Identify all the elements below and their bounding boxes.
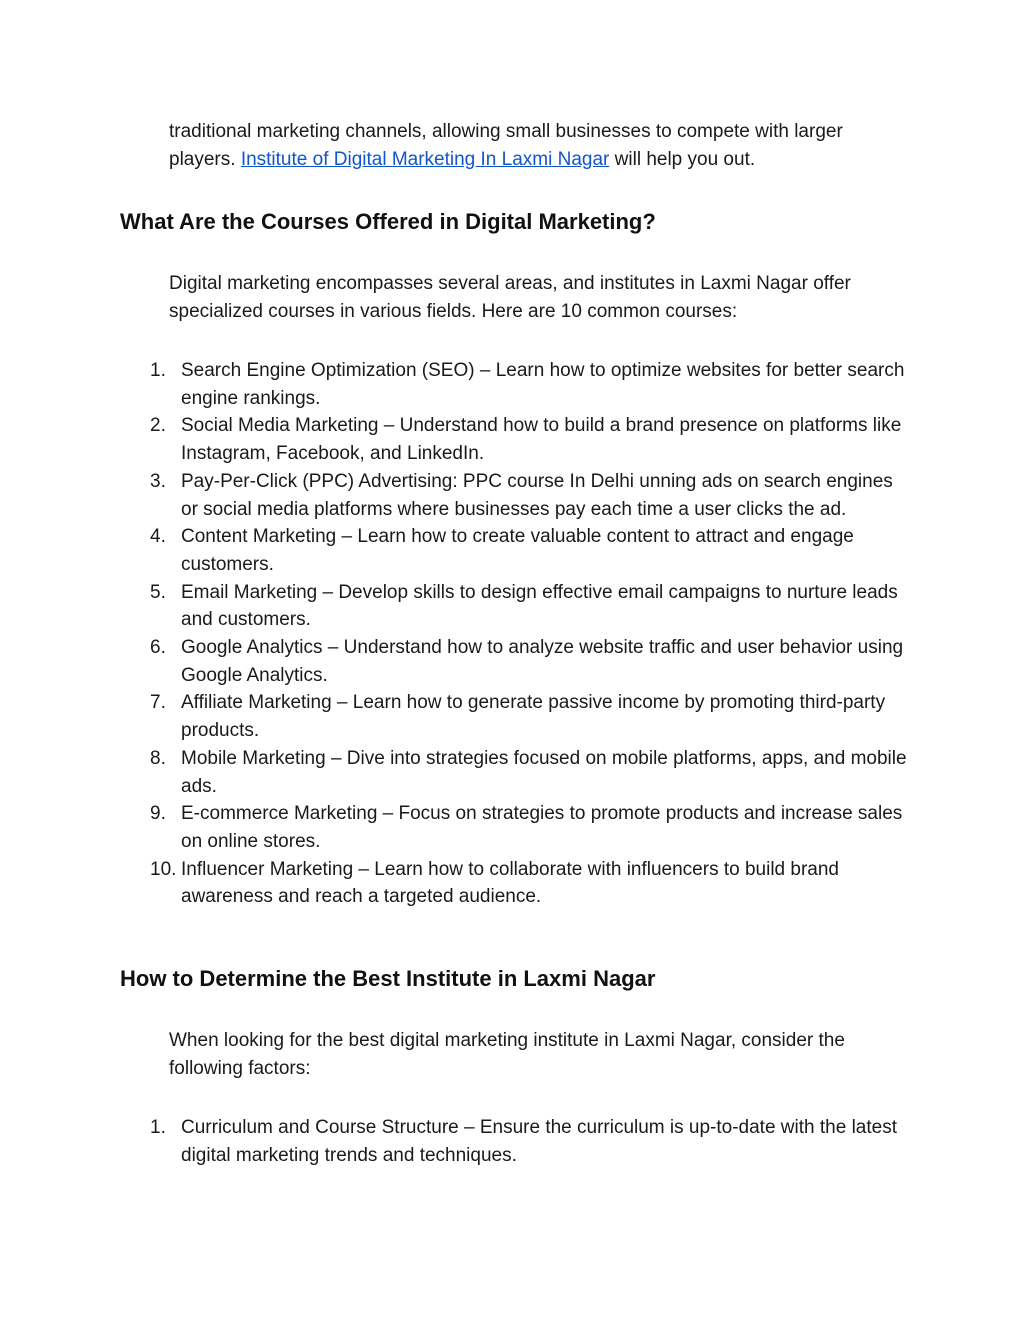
list-item: [150, 357, 910, 412]
list-item-text: Affiliate Marketing – Learn how to generate passive income by promoting third-party products.: [181, 692, 886, 742]
factors-intro-paragraph: When looking for the best digital marketing institute in Laxmi Nagar, consider the following factors:: [169, 1030, 845, 1079]
list-number: 9.: [150, 803, 166, 825]
list-item: [150, 412, 910, 467]
list-item: [150, 579, 910, 634]
factors-list: [150, 1114, 910, 1169]
section-heading-best-institute: How to Determine the Best Institute in Laxmi Nagar: [120, 966, 656, 991]
list-number: 10.: [150, 858, 177, 880]
list-number: 4.: [150, 526, 166, 548]
list-item-text: Content Marketing – Learn how to create valuable content to attract and engage customers.: [181, 526, 854, 575]
courses-list: [150, 357, 910, 911]
intro-text-start: traditional marketing channels, allowing small businesses to compete with larger players.: [169, 121, 843, 170]
list-number: 1.: [150, 1117, 166, 1138]
list-item-text: E-commerce Marketing – Focus on strategies to promote products and increase sales on online stores.: [181, 803, 903, 852]
list-item: [150, 745, 910, 800]
list-item-text: Search Engine Optimization (SEO) – Learn how to optimize websites for better search engine rankings.: [181, 360, 905, 409]
list-item: [150, 1114, 910, 1169]
list-item: [150, 523, 910, 578]
list-item: [150, 856, 910, 911]
list-item-text: Social Media Marketing – Understand how to build a brand presence on platforms like Instagram, Facebook, and LinkedIn.: [181, 415, 902, 465]
intro-text-end: will help you out.: [609, 148, 756, 170]
list-number: 1.: [150, 360, 166, 381]
list-item: [150, 634, 910, 689]
institute-link[interactable]: Institute of Digital Marketing In Laxmi Nagar: [240, 148, 610, 170]
list-number: 2.: [150, 415, 166, 437]
list-item-text: Email Marketing – Develop skills to design effective email campaigns to nurture leads and customers.: [181, 581, 898, 631]
list-number: 6.: [150, 637, 166, 659]
section-heading-courses: What Are the Courses Offered in Digital Marketing?: [120, 209, 656, 234]
list-item-text: Mobile Marketing – Dive into strategies focused on mobile platforms, apps, and mobile ads.: [181, 747, 907, 797]
list-item: [150, 689, 910, 744]
list-number: 7.: [150, 692, 166, 714]
intro-paragraph: [169, 118, 889, 173]
list-item: [150, 468, 910, 523]
list-item-text: Influencer Marketing – Learn how to collaborate with influencers to build brand awareness and reach a targeted audience.: [181, 858, 839, 908]
list-item-text: Curriculum and Course Structure – Ensure the curriculum is up-to-date with the latest digital marketing trends and techniques.: [181, 1117, 897, 1166]
list-item-text: Pay-Per-Click (PPC) Advertising: PPC course In Delhi unning ads on search engines or social media platforms where businesses pay each time a user clicks the ad.: [181, 470, 893, 520]
list-item-text: Google Analytics – Understand how to analyze website traffic and user behavior using Google Analytics.: [181, 637, 904, 686]
list-number: 3.: [150, 470, 166, 492]
list-number: 5.: [150, 581, 166, 603]
list-item: [150, 800, 910, 855]
list-number: 8.: [150, 747, 166, 769]
courses-intro-paragraph: Digital marketing encompasses several areas, and institutes in Laxmi Nagar offer specialized courses in various fields. Here are 10 common courses:: [169, 273, 851, 322]
